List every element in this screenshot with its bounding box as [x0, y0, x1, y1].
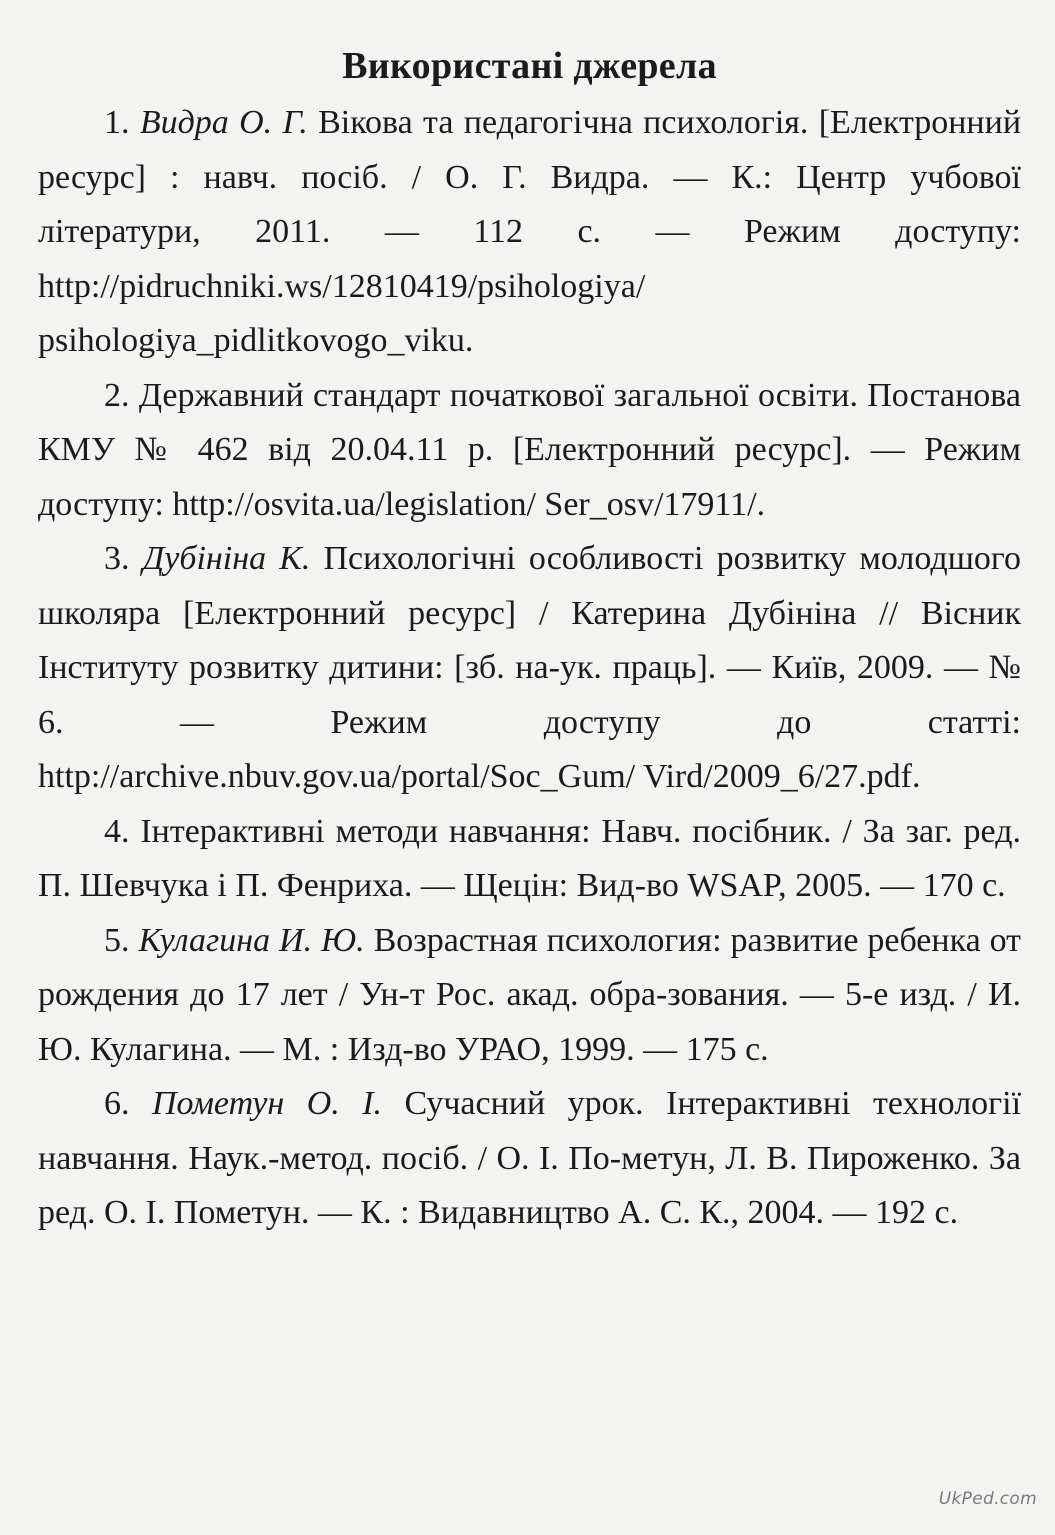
- reference-item-1: [38, 96, 1021, 369]
- reference-list: [38, 96, 1021, 1241]
- reference-author: Кулагина И. Ю.: [138, 921, 365, 959]
- reference-item-5: [38, 914, 1021, 1078]
- reference-item-6: [38, 1077, 1021, 1241]
- reference-text: Психологічні особливості розвитку молодшого школяра [Електронний ресурс] / Катерина Дубініна // Вісник Інституту розвитку дитини: [зб. на-ук. праць]. — Київ, 2009. — № 6. — Режим доступу до статті: http://archive.nbuv.gov.ua/portal/Soc_Gum/ Vird/2009_6/27.pdf.: [38, 540, 1021, 795]
- reference-text: Державний стандарт початкової загальної освіти. Постанова КМУ № 462 від 20.04.11 р. [Електронний ресурс]. — Режим доступу: http://osvita.ua/legislation/ Ser_osv/17911/.: [38, 376, 1021, 523]
- reference-item-3: [38, 532, 1021, 805]
- page-title: Використані джерела: [342, 45, 717, 87]
- reference-item-2: [38, 369, 1021, 533]
- reference-number: 5.: [104, 921, 130, 959]
- reference-author: Дубініна К.: [142, 540, 311, 577]
- reference-author: Видра О. Г.: [139, 104, 308, 141]
- reference-text: Інтерактивні методи навчання: Навч. посібник. / За заг. ред. П. Шевчука і П. Фенриха. — Щецін: Вид-во WSAP, 2005. — 170 с.: [38, 812, 1021, 904]
- reference-text: Возрастная психология: развитие ребенка от рождения до 17 лет / Ун-т Рос. акад. обра-зования. — 5-е изд. / И. Ю. Кулагина. — М. : Изд-во УРАО, 1999. — 175 с.: [38, 921, 1022, 1068]
- reference-number: 4.: [104, 812, 130, 850]
- reference-number: 3.: [104, 540, 130, 577]
- reference-number: 1.: [104, 104, 130, 141]
- reference-text: Вікова та педагогічна психологія. [Електронний ресурс] : навч. посіб. / О. Г. Видра. — К.: Центр учбової літератури, 2011. — 112 с. — Режим доступу: http://pidruchniki.ws/12810419/psihologiya/ psihologiya_pidlitkovogo_viku.: [38, 104, 1022, 359]
- reference-number: 6.: [104, 1085, 130, 1122]
- reference-text: Сучасний урок. Інтерактивні технології навчання. Наук.-метод. посіб. / О. І. По-метун, Л. В. Пироженко. За ред. О. І. Пометун. — К. : Видавництво А. С. К., 2004. — 192 с.: [38, 1085, 1022, 1231]
- reference-number: 2.: [104, 376, 130, 414]
- reference-author: Пометун О. І.: [151, 1085, 383, 1122]
- site-watermark: UkPed.com: [938, 1489, 1037, 1509]
- reference-item-4: [38, 805, 1021, 914]
